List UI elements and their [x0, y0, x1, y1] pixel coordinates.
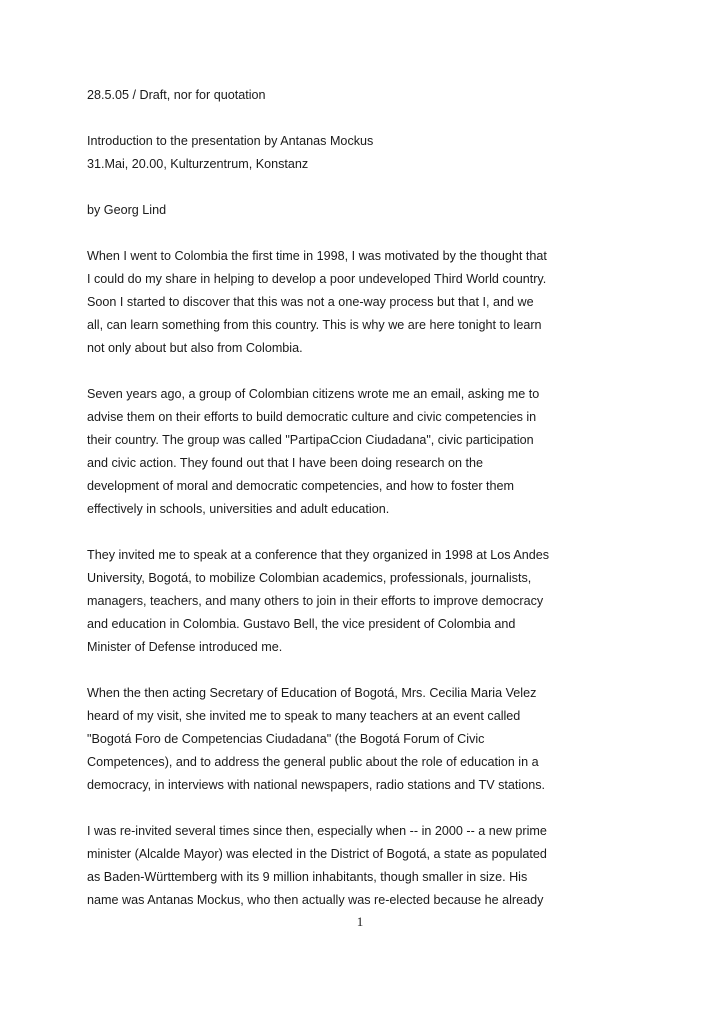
paragraph-line: "Bogotá Foro de Competencias Ciudadana" (the Bogotá Forum of Civic [87, 732, 485, 746]
paragraph-line: effectively in schools, universities and adult education. [87, 502, 390, 516]
paragraph-line: as Baden-Württemberg with its 9 million inhabitants, though smaller in size. His [87, 870, 528, 884]
paragraph-line: University, Bogotá, to mobilize Colombian academics, professionals, journalists, [87, 571, 532, 585]
paragraph-line: managers, teachers, and many others to join in their efforts to improve democracy [87, 594, 544, 608]
title-block [87, 130, 587, 176]
title-line: Introduction to the presentation by Antanas Mockus [87, 134, 374, 148]
paragraph-line: I was re-invited several times since then, especially when -- in 2000 -- a new prime [87, 824, 547, 838]
paragraph-line: not only about but also from Colombia. [87, 341, 303, 355]
paragraph-line: development of moral and democratic competencies, and how to foster them [87, 479, 515, 493]
byline [87, 199, 587, 222]
paragraph-line: Competences), and to address the general public about the role of education in a [87, 755, 539, 769]
paragraph-line: their country. The group was called "PartipaCcion Ciudadana", civic participation [87, 433, 534, 447]
paragraph-line: Seven years ago, a group of Colombian citizens wrote me an email, asking me to [87, 387, 540, 401]
paragraph-line: I could do my share in helping to develop a poor undeveloped Third World country. [87, 272, 547, 286]
paragraph-line: Minister of Defense introduced me. [87, 640, 283, 654]
page-number: 1 [356, 914, 364, 929]
paragraph-line: all, can learn something from this country. This is why we are here tonight to learn [87, 318, 542, 332]
paragraph-line: minister (Alcalde Mayor) was elected in the District of Bogotá, a state as populated [87, 847, 547, 861]
paragraph-line: and civic action. They found out that I have been doing research on the [87, 456, 484, 470]
paragraph-line: and education in Colombia. Gustavo Bell, the vice president of Colombia and [87, 617, 516, 631]
paragraph-line: democracy, in interviews with national newspapers, radio stations and TV stations. [87, 778, 546, 792]
paragraph-line: name was Antanas Mockus, who then actually was re-elected because he already [87, 893, 544, 907]
paragraph-4 [87, 682, 587, 797]
paragraph-line: advise them on their efforts to build democratic culture and civic competencies in [87, 410, 537, 424]
draft-note [87, 84, 587, 107]
paragraph-line: Soon I started to discover that this was not a one-way process but that I, and we [87, 295, 534, 309]
document-body [87, 84, 587, 935]
paragraph-line: When the then acting Secretary of Education of Bogotá, Mrs. Cecilia Maria Velez [87, 686, 537, 700]
paragraph-5 [87, 820, 587, 912]
title-date-location: 31.Mai, 20.00, Kulturzentrum, Konstanz [87, 157, 309, 171]
paragraph-line: heard of my visit, she invited me to speak to many teachers at an event called [87, 709, 521, 723]
byline-text: by Georg Lind [87, 203, 167, 217]
paragraph-1 [87, 245, 587, 360]
paragraph-3 [87, 544, 587, 659]
paragraph-line: They invited me to speak at a conference that they organized in 1998 at Los Andes [87, 548, 550, 562]
draft-note-text: 28.5.05 / Draft, nor for quotation [87, 88, 266, 102]
paragraph-2 [87, 383, 587, 521]
paragraph-line: When I went to Colombia the first time in 1998, I was motivated by the thought that [87, 249, 547, 263]
